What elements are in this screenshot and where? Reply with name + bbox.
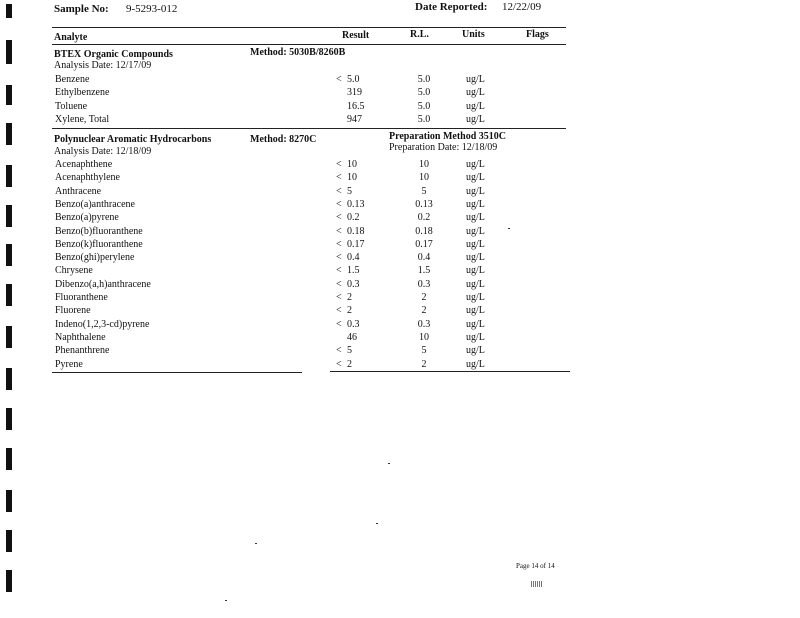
table-row [0,332,800,345]
sample-number-label: Sample No: [54,3,109,15]
table-row [0,319,800,332]
result-qualifier: < [336,225,342,237]
pah-section-title: Polynuclear Aromatic Hydrocarbons [54,134,212,145]
table-row [0,345,800,358]
section-rule [52,128,566,129]
units-value: ug/L [466,331,485,343]
btex-analysis-date: Analysis Date: 12/17/09 [54,60,152,71]
btex-section-title: BTEX Organic Compounds [54,49,173,60]
binder-mark [6,4,12,18]
reporting-limit: 5.0 [417,100,431,112]
table-row [0,186,800,199]
column-header-result: Result [342,30,370,41]
reporting-limit: 5 [421,185,427,197]
reporting-limit: 0.2 [417,212,431,224]
analyte-name: Phenanthrene [55,345,110,357]
units-value: ug/L [466,345,485,357]
result-qualifier: < [336,212,342,224]
result-value: 0.17 [347,238,365,250]
result-value: 319 [347,87,362,99]
pah-method: Method: 8270C [250,134,317,145]
result-value: 5 [347,185,352,197]
units-value: ug/L [466,87,485,99]
analyte-name: Toluene [55,100,88,112]
result-value: 46 [347,331,357,343]
reporting-limit: 5.0 [417,87,431,99]
column-header-units: Units [462,29,485,40]
units-value: ug/L [466,305,485,317]
binder-mark [6,530,12,552]
table-row [0,305,800,318]
table-row [0,265,800,278]
result-value: 0.2 [347,212,360,224]
analyte-name: Fluorene [55,305,91,317]
scan-speck [508,228,510,229]
units-value: ug/L [466,265,485,277]
result-qualifier: < [336,318,342,330]
units-value: ug/L [466,292,485,303]
scan-speck [376,523,378,524]
result-qualifier: < [336,172,342,184]
units-value: ug/L [466,113,485,125]
table-row [0,252,800,265]
analyte-name: Fluoranthene [55,292,108,303]
result-value: 10 [347,172,357,184]
result-qualifier: < [336,305,342,317]
analyte-name: Ethylbenzene [55,87,110,99]
result-qualifier: < [336,358,342,370]
page-number: Page 14 of 14 [516,562,555,570]
reporting-limit: 1.5 [417,265,431,277]
reporting-limit: 2 [421,292,427,303]
column-header-analyte: Analyte [54,32,88,43]
result-qualifier: < [336,345,342,357]
units-value: ug/L [466,225,485,237]
units-value: ug/L [466,252,485,264]
pah-analysis-date: Analysis Date: 12/18/09 [54,146,152,157]
sample-number-value: 9-5293-012 [126,3,178,15]
units-value: ug/L [466,318,485,330]
table-row [0,279,800,292]
result-value: 10 [347,159,357,170]
analyte-name: Dibenzo(a,h)anthracene [55,278,151,290]
table-row [0,359,800,372]
analyte-name: Benzo(b)fluoranthene [55,225,143,237]
binder-mark [6,570,12,592]
analyte-name: Anthracene [55,185,102,197]
result-value: 0.3 [347,318,360,330]
reporting-limit: 5 [421,345,427,357]
analyte-name: Benzo(a)pyrene [55,212,119,224]
analyte-name: Chrysene [55,265,93,277]
result-value: 1.5 [347,265,360,277]
footer-stamp [531,581,543,587]
table-row [0,159,800,172]
result-value: 5 [347,345,352,357]
table-row [0,292,800,305]
result-value: 0.3 [347,278,360,290]
result-value: 2 [347,358,352,370]
result-qualifier: < [336,252,342,264]
reporting-limit: 0.18 [415,225,433,237]
analyte-name: Benzo(k)fluoranthene [55,238,143,250]
analyte-name: Benzene [55,74,90,85]
analyte-name: Indeno(1,2,3-cd)pyrene [55,318,150,330]
scan-speck [225,600,227,601]
table-row [0,101,800,114]
units-value: ug/L [466,172,485,184]
reporting-limit: 0.3 [417,278,431,290]
units-value: ug/L [466,100,485,112]
result-value: 2 [347,292,352,303]
analyte-name: Naphthalene [55,331,106,343]
result-qualifier: < [336,159,342,170]
table-row [0,74,800,87]
date-reported-value: 12/22/09 [502,1,542,13]
header-rule [52,27,566,28]
reporting-limit: 0.13 [415,198,433,210]
result-value: 0.13 [347,198,365,210]
btex-method: Method: 5030B/8260B [250,47,346,58]
binder-mark [6,40,12,64]
result-value: 16.5 [347,100,365,112]
column-header-rl: R.L. [410,29,429,40]
units-value: ug/L [466,212,485,224]
binder-mark [6,490,12,512]
reporting-limit: 0.3 [417,318,431,330]
units-value: ug/L [466,74,485,85]
result-qualifier: < [336,198,342,210]
date-reported-label: Date Reported: [415,1,488,13]
binder-mark [6,448,12,470]
reporting-limit: 5.0 [417,113,431,125]
pah-preparation-method: Preparation Method 3510C [389,131,507,142]
reporting-limit: 10 [419,331,429,343]
column-header-rule [52,44,566,45]
result-value: 947 [347,113,362,125]
table-row [0,199,800,212]
result-qualifier: < [336,238,342,250]
result-qualifier: < [336,278,342,290]
analyte-name: Benzo(a)anthracene [55,198,135,210]
reporting-limit: 10 [419,172,429,184]
reporting-limit: 10 [419,159,429,170]
analyte-name: Benzo(ghi)perylene [55,252,135,264]
table-row [0,172,800,185]
analyte-name: Acenaphthene [55,159,113,170]
reporting-limit: 0.4 [417,252,431,264]
units-value: ug/L [466,159,485,170]
reporting-limit: 2 [421,305,427,317]
units-value: ug/L [466,198,485,210]
table-end-rule [330,371,570,372]
reporting-limit: 5.0 [417,74,431,85]
column-header-flags: Flags [526,29,549,40]
table-row [0,226,800,239]
result-value: 5.0 [347,74,360,85]
result-qualifier: < [336,292,342,303]
analyte-name: Xylene, Total [55,113,110,125]
scan-speck [388,463,390,464]
units-value: ug/L [466,358,485,370]
analyte-name: Acenaphthylene [55,172,120,184]
reporting-limit: 0.17 [415,238,433,250]
result-qualifier: < [336,265,342,277]
table-end-rule [52,372,302,373]
result-value: 2 [347,305,352,317]
table-row [0,114,800,127]
result-value: 0.4 [347,252,360,264]
result-value: 0.18 [347,225,365,237]
units-value: ug/L [466,278,485,290]
table-row [0,239,800,252]
result-qualifier: < [336,185,342,197]
units-value: ug/L [466,238,485,250]
analyte-name: Pyrene [55,358,83,370]
result-qualifier: < [336,74,342,85]
table-row [0,212,800,225]
units-value: ug/L [466,185,485,197]
pah-preparation-date: Preparation Date: 12/18/09 [389,142,498,153]
scan-speck [255,543,257,544]
binder-mark [6,408,12,430]
reporting-limit: 2 [421,358,427,370]
table-row [0,87,800,100]
